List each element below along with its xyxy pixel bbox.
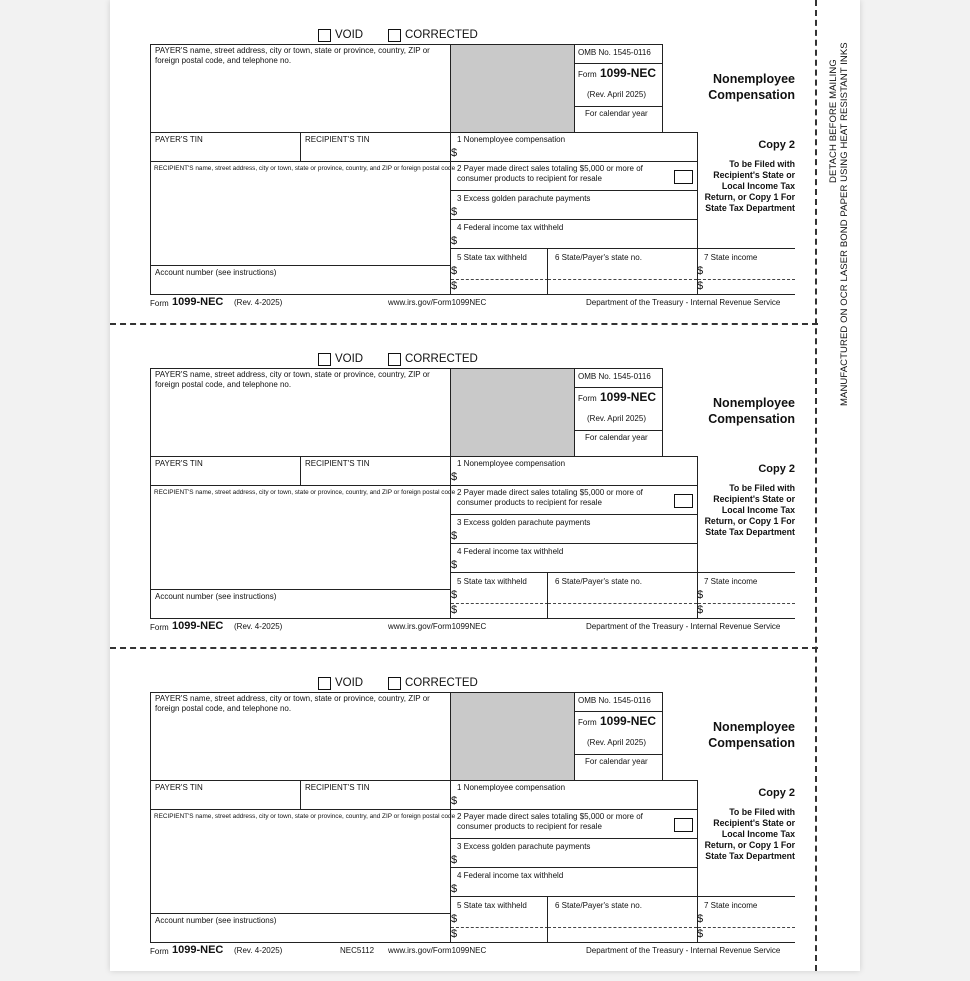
footer-url: www.irs.gov/Form1099NEC	[388, 622, 487, 631]
form-prefix: Form	[578, 718, 597, 727]
recipient-name-field[interactable]	[150, 485, 451, 590]
form-title: Nonemployee Compensation	[708, 396, 795, 426]
recipient-name-label: RECIPIENT'S name, street address, city or town, state or province, country, and ZIP or foreign postal code	[154, 489, 456, 496]
box2-label: 2 Payer made direct sales totaling $5,000 or more of consumer products to recipient for resale	[457, 488, 643, 507]
form-copy-3	[110, 676, 810, 981]
box7-label: 7 State income	[704, 901, 758, 910]
omb-divider	[574, 63, 663, 64]
box6-label: 6 State/Payer's state no.	[555, 901, 642, 910]
box2-label: 2 Payer made direct sales totaling $5,000 or more of consumer products to recipient for resale	[457, 164, 643, 183]
box6-divider	[548, 279, 697, 280]
box7-divider	[698, 927, 795, 928]
box1-label: 1 Nonemployee compensation	[457, 459, 566, 468]
payer-tin-label: PAYER'S TIN	[155, 135, 203, 144]
box3-label: 3 Excess golden parachute payments	[457, 518, 591, 527]
box7-dollar-2: $	[697, 928, 704, 940]
form-title: Nonemployee Compensation	[708, 72, 795, 102]
box5-label: 5 State tax withheld	[457, 577, 527, 586]
footer-code: NEC5112	[340, 946, 375, 955]
box7-bottom	[697, 942, 795, 943]
box7-top	[697, 896, 795, 897]
void-label: VOID	[335, 677, 364, 689]
box2-label: 2 Payer made direct sales totaling $5,000 or more of consumer products to recipient for resale	[457, 812, 643, 831]
payer-tin-label: PAYER'S TIN	[155, 459, 203, 468]
form-title: Nonemployee Compensation	[708, 720, 795, 750]
footer-revision: (Rev. 4-2025)	[234, 298, 283, 307]
box1-dollar: $	[451, 471, 458, 483]
box7-top	[697, 572, 795, 573]
recipient-tin-label: RECIPIENT'S TIN	[305, 459, 370, 468]
account-number-label: Account number (see instructions)	[155, 916, 277, 925]
copy-title: Copy 2	[758, 139, 795, 151]
void-checkbox[interactable]	[318, 29, 331, 42]
box1-dollar: $	[451, 147, 458, 159]
footer-department: Department of the Treasury - Internal Revenue Service	[586, 298, 781, 307]
copy-description: To be Filed with Recipient's State or Local Income Tax Return, or Copy 1 For State Tax Department	[704, 159, 795, 213]
grey-area-border	[450, 368, 575, 457]
box4-dollar: $	[451, 883, 458, 895]
box6-label: 6 State/Payer's state no.	[555, 577, 642, 586]
calendar-year-label: For calendar year	[585, 433, 648, 442]
box7-top	[697, 248, 795, 249]
box6-label: 6 State/Payer's state no.	[555, 253, 642, 262]
footer-form-prefix: Form	[150, 299, 169, 308]
box5-label: 5 State tax withheld	[457, 253, 527, 262]
copy-description: To be Filed with Recipient's State or Local Income Tax Return, or Copy 1 For State Tax Department	[704, 807, 795, 861]
box1-label: 1 Nonemployee compensation	[457, 783, 566, 792]
form-name: 1099-NEC	[600, 390, 657, 404]
box3-dollar: $	[451, 854, 458, 866]
copy-title: Copy 2	[758, 787, 795, 799]
corrected-checkbox[interactable]	[388, 677, 401, 690]
recipient-name-label: RECIPIENT'S name, street address, city or town, state or province, country, and ZIP or foreign postal code	[154, 165, 456, 172]
footer-form-name: 1099-NEC	[172, 620, 224, 632]
calendar-year-label: For calendar year	[585, 757, 648, 766]
recipient-tin-label: RECIPIENT'S TIN	[305, 135, 370, 144]
footer-revision: (Rev. 4-2025)	[234, 622, 283, 631]
void-checkbox[interactable]	[318, 677, 331, 690]
box2-checkbox[interactable]	[674, 170, 693, 184]
box1-label: 1 Nonemployee compensation	[457, 135, 566, 144]
payer-name-label: PAYER'S name, street address, city or town, state or province, country, ZIP or foreign postal code, and telephone no.	[155, 694, 430, 713]
box7-dollar-1: $	[697, 265, 704, 277]
recipient-name-field[interactable]	[150, 161, 451, 266]
omb-divider	[574, 711, 663, 712]
void-label: VOID	[335, 29, 364, 41]
account-number-label: Account number (see instructions)	[155, 592, 277, 601]
corrected-checkbox[interactable]	[388, 29, 401, 42]
box4-label: 4 Federal income tax withheld	[457, 223, 564, 232]
omb-number: OMB No. 1545-0116	[578, 372, 651, 381]
payer-tin-label: PAYER'S TIN	[155, 783, 203, 792]
box4-label: 4 Federal income tax withheld	[457, 547, 564, 556]
form-copy-1	[110, 28, 810, 333]
form-revision: (Rev. April 2025)	[587, 414, 646, 423]
box7-label: 7 State income	[704, 577, 758, 586]
box2-checkbox[interactable]	[674, 494, 693, 508]
box5-divider	[451, 279, 548, 280]
footer-form-prefix: Form	[150, 623, 169, 632]
box7-dollar-2: $	[697, 280, 704, 292]
box3-label: 3 Excess golden parachute payments	[457, 842, 591, 851]
calendar-divider	[574, 754, 663, 755]
box3-dollar: $	[451, 206, 458, 218]
corrected-label: CORRECTED	[405, 29, 478, 41]
corrected-label: CORRECTED	[405, 677, 478, 689]
form-revision: (Rev. April 2025)	[587, 90, 646, 99]
box7-bottom	[697, 294, 795, 295]
form-revision: (Rev. April 2025)	[587, 738, 646, 747]
box7-bottom	[697, 618, 795, 619]
box5-divider	[451, 603, 548, 604]
grey-area-border	[450, 44, 575, 133]
box5-dollar-2: $	[451, 604, 458, 616]
corrected-label: CORRECTED	[405, 353, 478, 365]
box5-dollar-1: $	[451, 913, 458, 925]
box5-label: 5 State tax withheld	[457, 901, 527, 910]
footer-department: Department of the Treasury - Internal Revenue Service	[586, 946, 781, 955]
footer-revision: (Rev. 4-2025)	[234, 946, 283, 955]
form-name: 1099-NEC	[600, 66, 657, 80]
omb-number: OMB No. 1545-0116	[578, 48, 651, 57]
grey-area-border	[450, 692, 575, 781]
calendar-divider	[574, 430, 663, 431]
box7-dollar-1: $	[697, 589, 704, 601]
footer-department: Department of the Treasury - Internal Revenue Service	[586, 622, 781, 631]
footer-form-name: 1099-NEC	[172, 296, 224, 308]
box7-divider	[698, 603, 795, 604]
box1-dollar: $	[451, 795, 458, 807]
box5-dollar-2: $	[451, 928, 458, 940]
box7-dollar-2: $	[697, 604, 704, 616]
box5-dollar-1: $	[451, 589, 458, 601]
form-prefix: Form	[578, 70, 597, 79]
box5-dollar-1: $	[451, 265, 458, 277]
box5-divider	[451, 927, 548, 928]
box5-dollar-2: $	[451, 280, 458, 292]
box3-label: 3 Excess golden parachute payments	[457, 194, 591, 203]
box6-divider	[548, 603, 697, 604]
omb-number: OMB No. 1545-0116	[578, 696, 651, 705]
box3-dollar: $	[451, 530, 458, 542]
detach-line-vertical	[815, 0, 817, 971]
payer-name-label: PAYER'S name, street address, city or town, state or province, country, ZIP or foreign postal code, and telephone no.	[155, 370, 430, 389]
recipient-tin-label: RECIPIENT'S TIN	[305, 783, 370, 792]
footer-url: www.irs.gov/Form1099NEC	[388, 946, 487, 955]
calendar-year-label: For calendar year	[585, 109, 648, 118]
footer-url: www.irs.gov/Form1099NEC	[388, 298, 487, 307]
void-label: VOID	[335, 353, 364, 365]
form-sheet	[110, 0, 860, 971]
copy-title: Copy 2	[758, 463, 795, 475]
box4-dollar: $	[451, 559, 458, 571]
form-prefix: Form	[578, 394, 597, 403]
void-checkbox[interactable]	[318, 353, 331, 366]
box2-checkbox[interactable]	[674, 818, 693, 832]
box7-dollar-1: $	[697, 913, 704, 925]
corrected-checkbox[interactable]	[388, 353, 401, 366]
footer-form-prefix: Form	[150, 947, 169, 956]
side-text-detach: DETACH BEFORE MAILING	[828, 59, 839, 183]
box4-dollar: $	[451, 235, 458, 247]
calendar-divider	[574, 106, 663, 107]
box6-divider	[548, 927, 697, 928]
box4-label: 4 Federal income tax withheld	[457, 871, 564, 880]
recipient-name-field[interactable]	[150, 809, 451, 914]
box7-label: 7 State income	[704, 253, 758, 262]
form-name: 1099-NEC	[600, 714, 657, 728]
recipient-name-label: RECIPIENT'S name, street address, city or town, state or province, country, and ZIP or foreign postal code	[154, 813, 456, 820]
form-copy-2	[110, 352, 810, 657]
copy-description: To be Filed with Recipient's State or Local Income Tax Return, or Copy 1 For State Tax Department	[704, 483, 795, 537]
side-text-manufactured: MANUFACTURED ON OCR LASER BOND PAPER USING HEAT RESISTANT INKS	[839, 42, 850, 406]
account-number-label: Account number (see instructions)	[155, 268, 277, 277]
footer-form-name: 1099-NEC	[172, 944, 224, 956]
payer-name-label: PAYER'S name, street address, city or town, state or province, country, ZIP or foreign postal code, and telephone no.	[155, 46, 430, 65]
box7-divider	[698, 279, 795, 280]
omb-divider	[574, 387, 663, 388]
